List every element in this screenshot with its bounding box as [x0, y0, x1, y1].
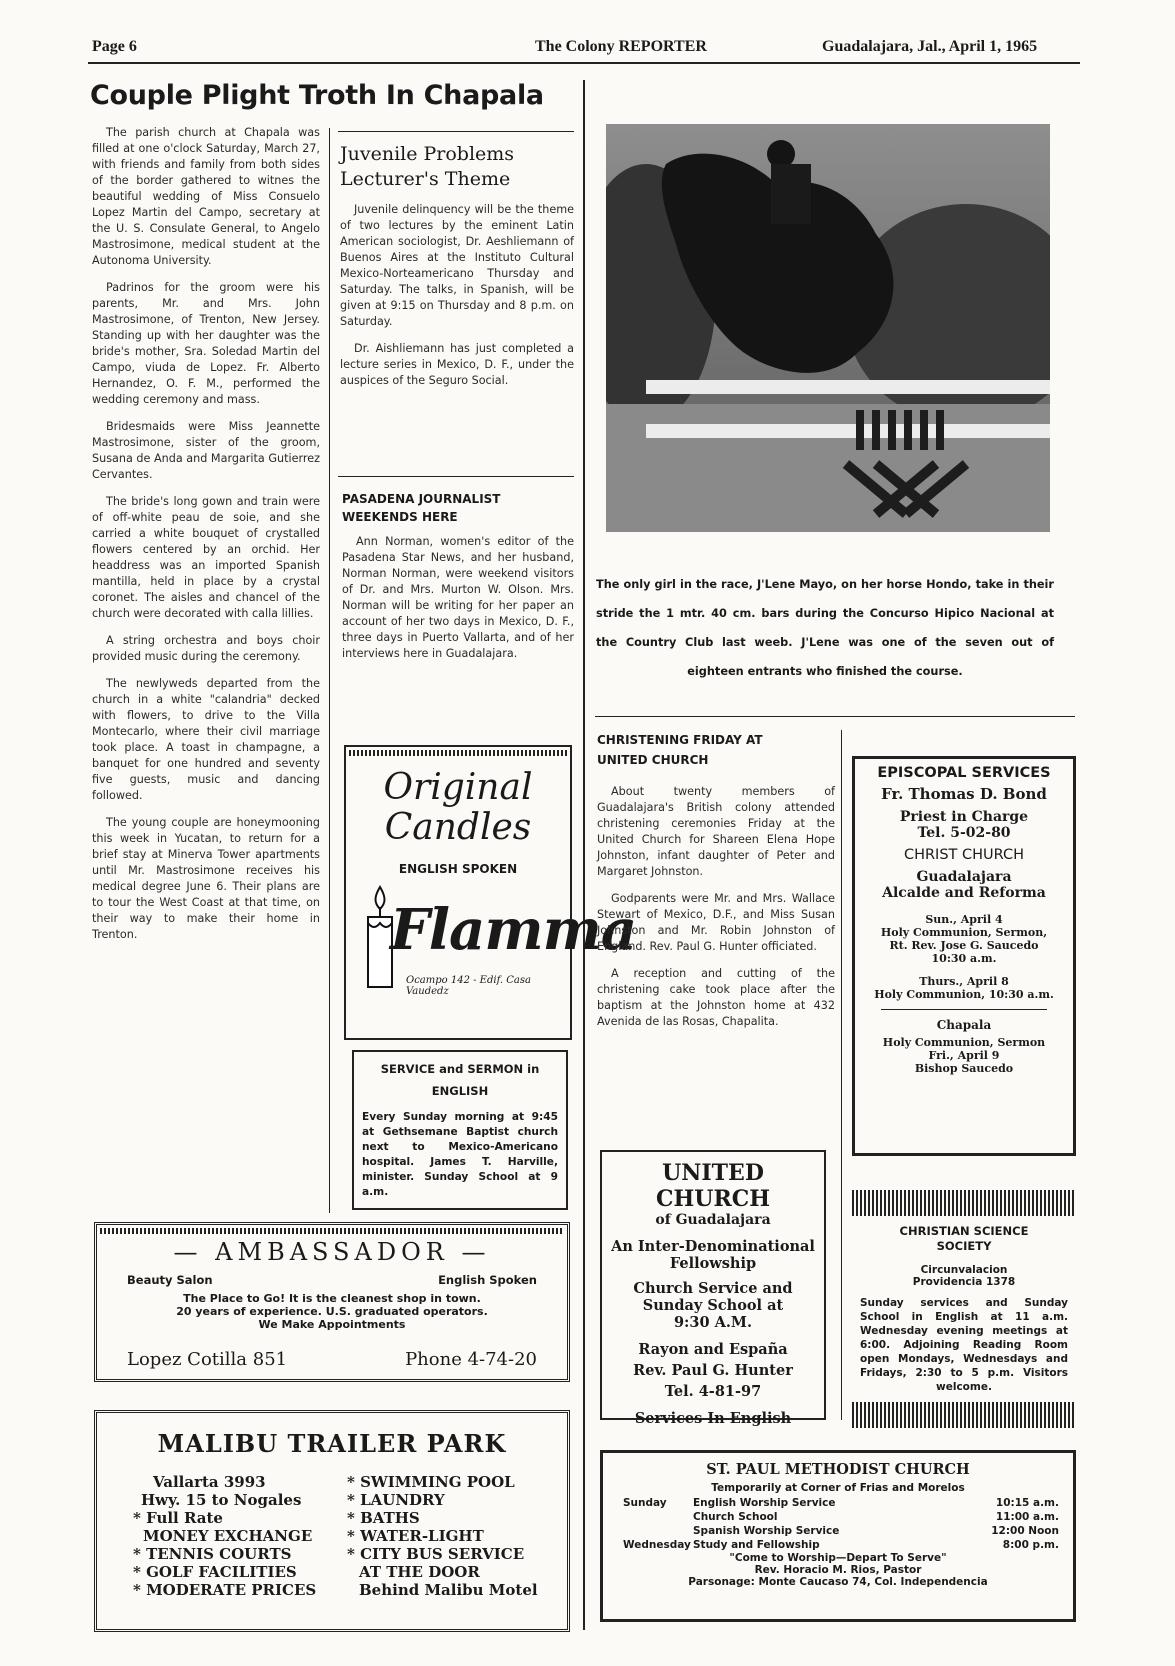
christian-science-addr1: Circunvalacion: [920, 1264, 1008, 1276]
baptist-service-box: [352, 1050, 568, 1210]
malibu-left-list: [133, 1473, 316, 1599]
ambassador-l1: The Place to Go! It is the cleanest shop in town.: [183, 1292, 481, 1305]
episcopal-services-box: [852, 756, 1076, 1156]
episcopal-chapala-date: Fri., April 9: [928, 1049, 1000, 1062]
malibu-right-item: Behind Malibu Motel: [359, 1581, 538, 1599]
methodist-parsonage: Parsonage: Monte Caucaso 74, Col. Independencia: [688, 1576, 988, 1588]
united-l1: An Inter-Denominational: [611, 1238, 815, 1255]
methodist-item: Church School: [693, 1511, 778, 1523]
episcopal-streets: Alcalde and Reforma: [882, 885, 1046, 901]
wedding-body: [92, 125, 320, 954]
page-number: Page 6: [92, 38, 137, 55]
wedding-paragraph: A string orchestra and boys choir provided music during the ceremony.: [92, 634, 320, 663]
christian-science-body: Sunday services and Sunday School in English at 11 a.m. Wednesday evening meetings at 6:00. Adjoining Reading Room open Mondays, Wednesdays and Fridays, 2:30 to 5 p.m. Visitors welcome.: [860, 1297, 1068, 1393]
christian-science-addr2: Providencia 1378: [912, 1276, 1016, 1288]
christening-article: [597, 730, 835, 1041]
wedding-paragraph: The bride's long gown and train were of off-white peau de soie, and she carried a white bouquet of crystalled flowers centered by an orchid. Her headdress was an imported Spanish mantilla, held in place by a crystal coronet. The aisles and chancel of the church were decorated with calla lillies.: [92, 495, 320, 620]
episcopal-chapala: Chapala: [936, 1018, 992, 1032]
flamma-logo: Flamma: [390, 897, 637, 963]
methodist-time: 11:00 a.m.: [995, 1511, 1059, 1523]
methodist-item: English Worship Service: [693, 1497, 836, 1509]
methodist-day: [623, 1524, 693, 1538]
methodist-sub: Temporarily at Corner of Frias and Morelos: [711, 1482, 965, 1494]
wedding-paragraph: The young couple are honeymooning this week in Yucatan, to return for a brief stay at Minerva Tower apartments until Mr. Mastrosimone receives his medical degree June 6. Their plans are to tour the West Coast at that time, on their way to make their home in Trenton.: [92, 816, 320, 941]
episcopal-city: Guadalajara: [916, 869, 1012, 885]
candles-original: Original: [383, 767, 533, 808]
malibu-left-item: Hwy. 15 to Nogales: [141, 1491, 302, 1509]
ad-border-pattern: [100, 1228, 564, 1234]
malibu-right-item: * SWIMMING POOL: [347, 1473, 515, 1491]
candles-ad: [344, 745, 637, 1040]
juvenile-article: [340, 142, 574, 400]
episcopal-title: EPISCOPAL SERVICES: [877, 765, 1051, 781]
malibu-left-item: * Full Rate: [133, 1509, 223, 1527]
malibu-left-item: * TENNIS COURTS: [133, 1545, 292, 1563]
episcopal-thurs-service: Holy Communion, 10:30 a.m.: [874, 988, 1054, 1001]
malibu-right-item: AT THE DOOR: [359, 1563, 480, 1581]
christian-science-box: [852, 1220, 1076, 1400]
ambassador-right: English Spoken: [438, 1273, 537, 1287]
christian-science-title: CHRISTIAN SCIENCE SOCIETY: [899, 1224, 1029, 1253]
malibu-right-item: * CITY BUS SERVICE: [347, 1545, 525, 1563]
photo-caption: The only girl in the race, J'Lene Mayo, on her horse Hondo, take in their stride the 1 mtr. 40 cm. bars during the Concurso Hipico Nacional at the Country Club last weeb. J'Lene was one of the seven out of eighteen entrants who finished the course.: [596, 578, 1054, 678]
methodist-title: ST. PAUL METHODIST CHURCH: [706, 1461, 970, 1478]
ambassador-l3: We Make Appointments: [258, 1318, 406, 1331]
episcopal-sun-rev: Rt. Rev. Jose G. Saucedo: [889, 939, 1039, 952]
methodist-day: Sunday: [623, 1497, 667, 1509]
methodist-row: [623, 1524, 1059, 1538]
methodist-row: [623, 1538, 1059, 1552]
episcopal-sun-service: Holy Communion, Sermon,: [880, 926, 1048, 939]
united-l4: Sunday School at: [642, 1297, 784, 1314]
united-church-sub: of Guadalajara: [655, 1212, 771, 1228]
candles-title: Candles: [384, 807, 532, 848]
malibu-left-item: * MODERATE PRICES: [133, 1581, 317, 1599]
christ-church: CHRIST CHURCH: [903, 847, 1025, 863]
horse-jump-photo: [606, 124, 1050, 532]
episcopal-sun-date: Sun., April 4: [925, 913, 1003, 926]
christening-headline: CHRISTENING FRIDAY AT UNITED CHURCH: [597, 733, 763, 767]
episcopal-divider: [881, 1009, 1047, 1010]
pasadena-article: [342, 490, 574, 673]
malibu-right-item: * LAUNDRY: [347, 1491, 445, 1509]
united-l2: Fellowship: [669, 1255, 757, 1272]
united-l6: Rayon and España: [638, 1341, 788, 1358]
newspaper-name: The Colony REPORTER: [535, 38, 707, 55]
episcopal-priest: Fr. Thomas D. Bond: [881, 785, 1047, 803]
column-rule: [841, 730, 842, 1420]
methodist-time: 8:00 p.m.: [1002, 1539, 1059, 1551]
wedding-paragraph: The newlyweds departed from the church in a white "calandria" decked with flowers, to drive to the Villa Montecarlo, where their civil marriage took place. A toast in champagne, a banquet for one hundred and seventy five guests, music and dancing followed.: [92, 677, 320, 802]
ad-border-pattern: [852, 1190, 1076, 1216]
malibu-left-item: * GOLF FACILITIES: [133, 1563, 297, 1581]
column-rule: [329, 128, 330, 1213]
united-l3: Church Service and: [633, 1280, 793, 1297]
episcopal-chapala-bishop: Bishop Saucedo: [914, 1062, 1014, 1075]
ambassador-left: Beauty Salon: [127, 1273, 213, 1287]
ad-border-pattern: [349, 750, 567, 756]
christening-paragraph: About twenty members of Guadalajara's British colony attended christening ceremonies Friday at the United Church for Shareen Elena Hope Johnston, infant daughter of Peter and Margaret Johnston.: [597, 785, 835, 878]
methodist-time: 12:00 Noon: [991, 1525, 1059, 1537]
episcopal-thurs-date: Thurs., April 8: [919, 975, 1009, 988]
malibu-right-list: [347, 1473, 538, 1599]
christening-paragraph: Godparents were Mr. and Mrs. Wallace Stewart of Mexico, D.F., and Miss Susan Johnston and Mr. Robin Johnston of England. Rev. Paul G. Hunter officiated.: [597, 892, 835, 953]
ambassador-l2: 20 years of experience. U.S. graduated operators.: [176, 1305, 488, 1318]
episcopal-role: Priest in Charge: [899, 809, 1029, 825]
episcopal-chapala-service: Holy Communion, Sermon: [882, 1036, 1046, 1049]
methodist-day: [623, 1510, 693, 1524]
wedding-paragraph: Padrinos for the groom were his parents, Mr. and Mrs. John Mastrosimone, of Trenton, New Jersey. Standing up with her daughter was the bride's mother, Sra. Soledad Martin del Campo, viuda de Lopez. Fr. Alberto Hernandez, O. F. M., performed the wedding ceremony and mass.: [92, 281, 320, 406]
baptist-service-body: Every Sunday morning at 9:45 at Gethsemane Baptist church next to Mexico-Americano hospital. James T. Harville, minister. Sunday School at 9 a.m.: [362, 1111, 558, 1198]
united-l7: Rev. Paul G. Hunter: [633, 1362, 793, 1379]
malibu-left-item: MONEY EXCHANGE: [143, 1527, 313, 1545]
juvenile-headline: Juvenile Problems Lecturer's Theme: [340, 143, 515, 190]
section-rule: [338, 476, 574, 477]
candles-english-spoken: ENGLISH SPOKEN: [398, 862, 518, 876]
ambassador-address: Lopez Cotilla 851: [127, 1349, 288, 1370]
methodist-row: [623, 1496, 1059, 1510]
horse-jump-image: [606, 124, 1050, 532]
masthead-rule: [88, 62, 1080, 64]
pasadena-paragraph: Ann Norman, women's editor of the Pasadena Star News, and her husband, Norman Norman, were weekend visitors of Dr. and Mrs. Murton W. Olson. Mrs. Norman will be writing for her paper an account of her two days in Mexico, D. F., three days in Puerto Vallarta, and of her interviews here in Guadalajara.: [342, 535, 574, 660]
juvenile-paragraph: Juvenile delinquency will be the theme of two lectures by the eminent Latin American sociologist, Dr. Aeshliemann of Buenos Aires at the Instituto Cultural Mexico-Norteamericano Thursday and Saturday. The talks, in Spanish, will be given at 9:15 on Thursday and 8 p.m. on Saturday.: [340, 203, 574, 328]
juvenile-paragraph: Dr. Aishliemann has just completed a lecture series in Mexico, D. F., under the auspices of the Seguro Social.: [340, 342, 574, 387]
malibu-trailer-park-ad: [94, 1410, 570, 1632]
malibu-right-item: * WATER-LIGHT: [347, 1527, 484, 1545]
methodist-row: [623, 1510, 1059, 1524]
center-column-rule: [583, 80, 585, 1630]
pasadena-headline: PASADENA JOURNALIST WEEKENDS HERE: [342, 492, 501, 524]
methodist-time: 10:15 a.m.: [995, 1497, 1059, 1509]
malibu-left-item: Vallarta 3993: [153, 1473, 266, 1491]
wedding-article: [90, 80, 580, 111]
methodist-item: Study and Fellowship: [693, 1539, 820, 1551]
section-rule: [595, 716, 1075, 717]
methodist-day: Wednesday: [623, 1539, 691, 1551]
methodist-item: Spanish Worship Service: [693, 1525, 840, 1537]
malibu-right-item: * BATHS: [347, 1509, 420, 1527]
wedding-paragraph: The parish church at Chapala was filled at one o'clock Saturday, March 27, with friends and family from both sides of the border gathered to witnes the beautiful wedding of Miss Consuelo Lopez Martin del Campo, secretary at the U. S. Consulate General, to Angelo Mastrosimone, medical student at the Autonoma University.: [92, 126, 320, 267]
ambassador-phone: Phone 4-74-20: [405, 1349, 537, 1370]
methodist-pastor: Rev. Horacio M. Rios, Pastor: [754, 1564, 922, 1576]
wedding-paragraph: Bridesmaids were Miss Jeannette Mastrosimone, sister of the groom, Susana de Anda and Margarita Gutierrez Cervantes.: [92, 420, 320, 481]
malibu-title: MALIBU TRAILER PARK: [157, 1429, 507, 1458]
ambassador-ad: [94, 1222, 570, 1382]
methodist-motto: "Come to Worship—Depart To Serve": [729, 1552, 947, 1564]
episcopal-tel: Tel. 5-02-80: [917, 825, 1011, 841]
section-rule: [338, 131, 574, 132]
methodist-schedule: [623, 1496, 1059, 1552]
united-l9: Services In English: [634, 1410, 792, 1427]
united-church-title: UNITED CHURCH: [655, 1160, 771, 1212]
united-church-box: [600, 1150, 826, 1427]
dateline: Guadalajara, Jal., April 1, 1965: [822, 38, 1038, 55]
christening-paragraph: A reception and cutting of the christening cake took place after the baptism at the Johnston home at 432 Avenida de las Rosas, Chapalita.: [597, 967, 835, 1028]
united-l5: 9:30 A.M.: [673, 1314, 753, 1331]
united-l8: Tel. 4-81-97: [664, 1383, 762, 1400]
ambassador-name: — AMBASSADOR —: [173, 1238, 491, 1266]
ad-border-pattern: [852, 1402, 1076, 1428]
episcopal-sun-time: 10:30 a.m.: [931, 952, 997, 965]
baptist-service-title: SERVICE and SERMON in ENGLISH: [380, 1062, 540, 1098]
candles-address: Ocampo 142 - Edif. Casa Vaudedz: [406, 975, 531, 997]
methodist-church-box: [600, 1450, 1076, 1622]
wedding-headline: Couple Plight Troth In Chapala: [90, 80, 544, 111]
